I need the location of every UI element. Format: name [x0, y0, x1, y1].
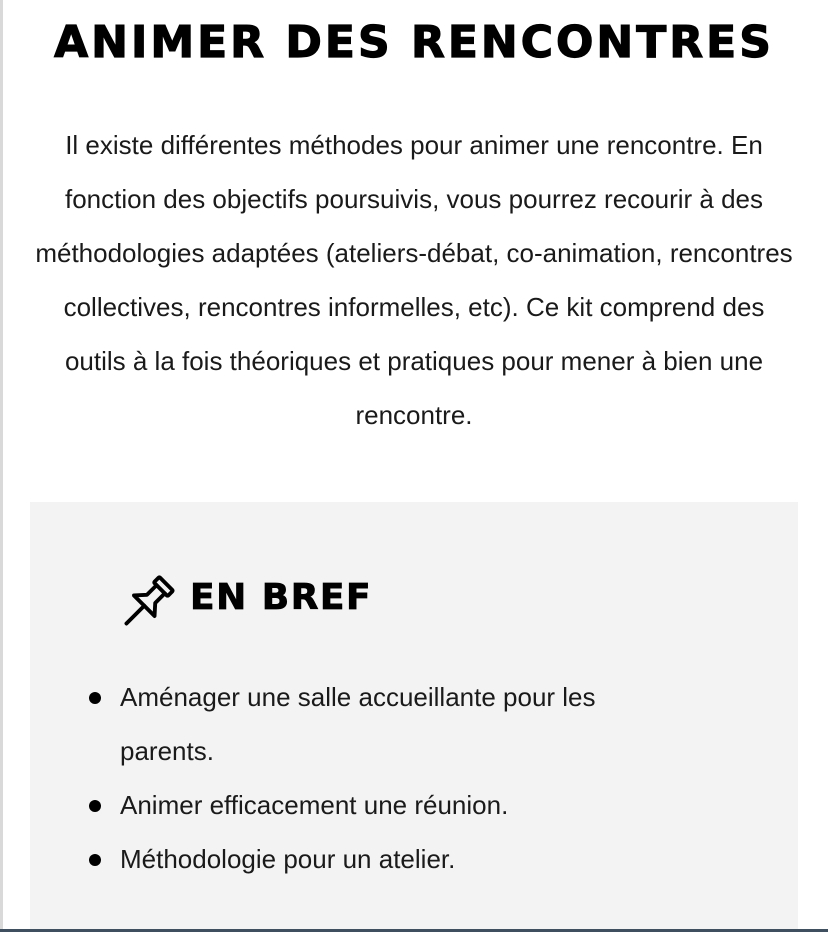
list-item — [120, 670, 680, 778]
intro-paragraph: Il existe différentes méthodes pour animer une rencontre. En fonction des objectifs poursuivis, vous pourrez recourir à des méthodologies adaptées (ateliers-débat, co-animation, rencontres collectives, rencontres informelles, etc). Ce kit comprend des outils à la fois théoriques et pratiques pour mener à bien une rencontre. — [35, 130, 793, 430]
bullet-icon — [89, 800, 101, 812]
list-item — [120, 778, 680, 832]
list-item-text: Animer efficacement une réunion. — [120, 790, 509, 820]
summary-box — [30, 502, 798, 932]
summary-title: EN BREF — [190, 576, 373, 618]
page-title: ANIMER DES RENCONTRES — [54, 17, 774, 68]
bullet-icon — [89, 854, 101, 866]
list-item — [120, 832, 680, 886]
bullet-icon — [89, 692, 101, 704]
list-item-text: Aménager une salle accueillante pour les parents. — [120, 682, 596, 766]
pushpin-icon — [116, 572, 178, 634]
summary-heading — [116, 572, 372, 634]
page-left-edge — [0, 0, 3, 932]
summary-list — [120, 670, 680, 886]
list-item-text: Méthodologie pour un atelier. — [120, 844, 456, 874]
